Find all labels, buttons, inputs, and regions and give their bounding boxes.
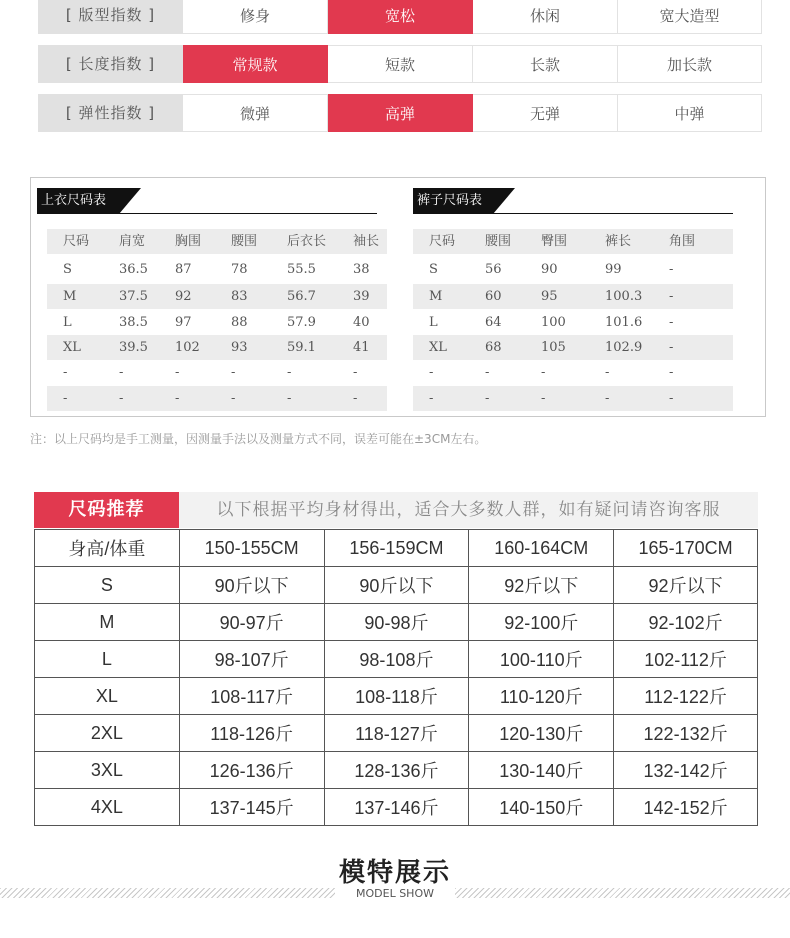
length-option-regular: 常规款 <box>183 45 328 83</box>
measurement-frame <box>30 177 766 417</box>
stretch-index-row <box>38 94 762 132</box>
table-cell: 95 <box>541 289 558 304</box>
size-recommend-header <box>34 492 758 528</box>
table-cell: 110-120斤 <box>469 678 614 715</box>
table-cell: - <box>605 391 610 406</box>
table-cell: 36.5 <box>119 262 148 277</box>
top-col-chest: 胸围 <box>175 234 202 249</box>
table-cell: 118-127斤 <box>324 715 469 752</box>
fit-index-label: [ 版型指数 ] <box>38 0 183 34</box>
top-table-header <box>47 229 387 254</box>
table-row <box>47 386 387 411</box>
top-col-size: 尺码 <box>63 234 90 249</box>
table-cell: 132-142斤 <box>614 752 758 789</box>
table-cell: - <box>353 391 358 406</box>
stretch-option-high: 高弹 <box>328 94 473 132</box>
table-cell: - <box>605 365 610 380</box>
table-cell: S <box>35 567 180 604</box>
table-row <box>413 335 733 360</box>
table-cell: 37.5 <box>119 289 148 304</box>
table-cell: 108-117斤 <box>179 678 324 715</box>
table-cell: - <box>63 365 68 380</box>
table-cell: - <box>287 391 292 406</box>
table-cell: - <box>669 262 674 277</box>
table-cell: 160-164CM <box>469 530 614 567</box>
fit-option-loose: 宽松 <box>328 0 473 34</box>
table-cell: - <box>287 365 292 380</box>
table-cell: L <box>35 641 180 678</box>
table-cell: 108-118斤 <box>324 678 469 715</box>
table-cell: 122-132斤 <box>614 715 758 752</box>
table-cell: 39 <box>353 289 370 304</box>
length-option-extra-long: 加长款 <box>618 45 762 83</box>
table-cell: 130-140斤 <box>469 752 614 789</box>
size-recommend-description: 以下根据平均身材得出，适合大多数人群，如有疑问请咨询客服 <box>216 500 721 520</box>
table-cell: 88 <box>231 315 248 330</box>
table-cell: 100.3 <box>605 289 643 304</box>
table-cell: 93 <box>231 340 248 355</box>
table-cell: 56 <box>485 262 502 277</box>
stretch-option-slight: 微弹 <box>183 94 328 132</box>
measurement-note: 注：以上尺码均是手工测量，因测量手法以及测量方式不同，误差可能在±3CM左右。 <box>30 432 487 446</box>
table-cell: XL <box>35 678 180 715</box>
table-row <box>35 604 758 641</box>
table-row <box>47 284 387 309</box>
table-cell: 90-97斤 <box>179 604 324 641</box>
table-cell: 87 <box>175 262 192 277</box>
table-cell: - <box>231 365 236 380</box>
table-cell: S <box>429 262 438 277</box>
table-row <box>47 335 387 360</box>
table-cell: 60 <box>485 289 502 304</box>
table-row <box>35 789 758 826</box>
pants-col-size: 尺码 <box>429 234 456 249</box>
table-row <box>413 310 733 335</box>
table-cell: - <box>669 315 674 330</box>
table-cell: 64 <box>485 315 502 330</box>
table-cell: - <box>669 289 674 304</box>
table-cell: 102-112斤 <box>614 641 758 678</box>
size-recommend-title: 尺码推荐 <box>34 492 179 528</box>
table-cell: M <box>63 289 77 304</box>
table-cell: 92斤以下 <box>469 567 614 604</box>
table-row <box>413 360 733 385</box>
pants-table-header <box>413 229 733 254</box>
table-cell: - <box>175 391 180 406</box>
table-cell: 137-145斤 <box>179 789 324 826</box>
pants-col-waist: 腰围 <box>485 234 512 249</box>
table-row <box>35 530 758 567</box>
table-cell: 38 <box>353 262 370 277</box>
stretch-index-label: [ 弹性指数 ] <box>38 94 183 132</box>
table-cell: 140-150斤 <box>469 789 614 826</box>
table-cell: 57.9 <box>287 315 316 330</box>
table-row <box>35 567 758 604</box>
table-row <box>35 678 758 715</box>
table-cell: L <box>63 315 72 330</box>
top-col-waist: 腰围 <box>231 234 258 249</box>
table-cell: 92 <box>175 289 192 304</box>
table-cell: - <box>353 365 358 380</box>
table-cell: 4XL <box>35 789 180 826</box>
model-show-title: 模特展示 <box>338 858 451 888</box>
table-cell: 90 <box>541 262 558 277</box>
table-cell: 68 <box>485 340 502 355</box>
table-cell: 92-102斤 <box>614 604 758 641</box>
table-row <box>35 752 758 789</box>
length-option-short: 短款 <box>328 45 473 83</box>
table-cell: 126-136斤 <box>179 752 324 789</box>
table-row <box>47 257 387 282</box>
table-cell: - <box>669 391 674 406</box>
table-cell: - <box>669 365 674 380</box>
table-cell: 128-136斤 <box>324 752 469 789</box>
table-cell: 99 <box>605 262 622 277</box>
size-recommend-table <box>34 529 758 826</box>
table-cell: 97 <box>175 315 192 330</box>
length-index-label: [ 长度指数 ] <box>38 45 183 83</box>
table-cell: 2XL <box>35 715 180 752</box>
length-index-row <box>38 45 762 83</box>
pants-col-hip: 臀围 <box>541 234 568 249</box>
table-row <box>35 715 758 752</box>
table-cell: - <box>541 391 546 406</box>
table-cell: 100 <box>541 315 566 330</box>
table-cell: 165-170CM <box>614 530 758 567</box>
table-cell: - <box>63 391 68 406</box>
table-cell: 102 <box>175 340 200 355</box>
pants-table-title-text: 裤子尺码表 <box>413 188 493 214</box>
stretch-option-none: 无弹 <box>473 94 618 132</box>
table-cell: 98-107斤 <box>179 641 324 678</box>
table-row <box>47 360 387 385</box>
table-row <box>35 641 758 678</box>
table-cell: 41 <box>353 340 370 355</box>
model-show-subtitle: MODEL SHOW <box>356 887 434 900</box>
table-cell: 39.5 <box>119 340 148 355</box>
table-cell: 90斤以下 <box>179 567 324 604</box>
table-cell: 92-100斤 <box>469 604 614 641</box>
table-cell: 55.5 <box>287 262 316 277</box>
table-cell: 120-130斤 <box>469 715 614 752</box>
table-row <box>47 310 387 335</box>
top-col-sleeve: 袖长 <box>353 234 380 249</box>
table-cell: 98-108斤 <box>324 641 469 678</box>
table-cell: - <box>541 365 546 380</box>
table-cell: 83 <box>231 289 248 304</box>
table-cell: - <box>429 365 434 380</box>
table-cell: - <box>119 391 124 406</box>
table-cell: - <box>485 365 490 380</box>
table-cell: L <box>429 315 438 330</box>
table-row <box>413 257 733 282</box>
pants-col-thigh: 角围 <box>669 234 696 249</box>
table-cell: 90斤以下 <box>324 567 469 604</box>
table-cell: - <box>429 391 434 406</box>
table-cell: XL <box>429 340 447 355</box>
stretch-option-medium: 中弹 <box>618 94 762 132</box>
table-cell: 40 <box>353 315 370 330</box>
table-cell: 身高/体重 <box>35 530 180 567</box>
table-cell: M <box>35 604 180 641</box>
table-cell: 3XL <box>35 752 180 789</box>
fit-index-row <box>38 0 762 34</box>
table-cell: 118-126斤 <box>179 715 324 752</box>
table-cell: 142-152斤 <box>614 789 758 826</box>
table-cell: M <box>429 289 443 304</box>
table-cell: - <box>119 365 124 380</box>
top-col-shoulder: 肩宽 <box>119 234 146 249</box>
table-cell: 112-122斤 <box>614 678 758 715</box>
table-cell: 90-98斤 <box>324 604 469 641</box>
table-cell: 156-159CM <box>324 530 469 567</box>
table-cell: 137-146斤 <box>324 789 469 826</box>
table-cell: - <box>485 391 490 406</box>
table-cell: - <box>175 365 180 380</box>
table-cell: - <box>669 340 674 355</box>
pants-col-length: 裤长 <box>605 234 632 249</box>
table-cell: 92斤以下 <box>614 567 758 604</box>
fit-option-oversize: 宽大造型 <box>618 0 762 34</box>
table-cell: 38.5 <box>119 315 148 330</box>
table-cell: 102.9 <box>605 340 643 355</box>
table-cell: 101.6 <box>605 315 643 330</box>
table-cell: 100-110斤 <box>469 641 614 678</box>
top-table-title-text: 上衣尺码表 <box>37 188 119 214</box>
table-cell: 150-155CM <box>179 530 324 567</box>
fit-option-slim: 修身 <box>183 0 328 34</box>
table-cell: - <box>231 391 236 406</box>
table-cell: S <box>63 262 72 277</box>
top-col-length: 后衣长 <box>287 234 327 249</box>
table-cell: 59.1 <box>287 340 316 355</box>
table-row <box>413 284 733 309</box>
table-cell: XL <box>63 340 81 355</box>
table-row <box>413 386 733 411</box>
fit-option-casual: 休闲 <box>473 0 618 34</box>
table-cell: 105 <box>541 340 566 355</box>
table-cell: 56.7 <box>287 289 316 304</box>
table-cell: 78 <box>231 262 248 277</box>
length-option-long: 长款 <box>473 45 618 83</box>
